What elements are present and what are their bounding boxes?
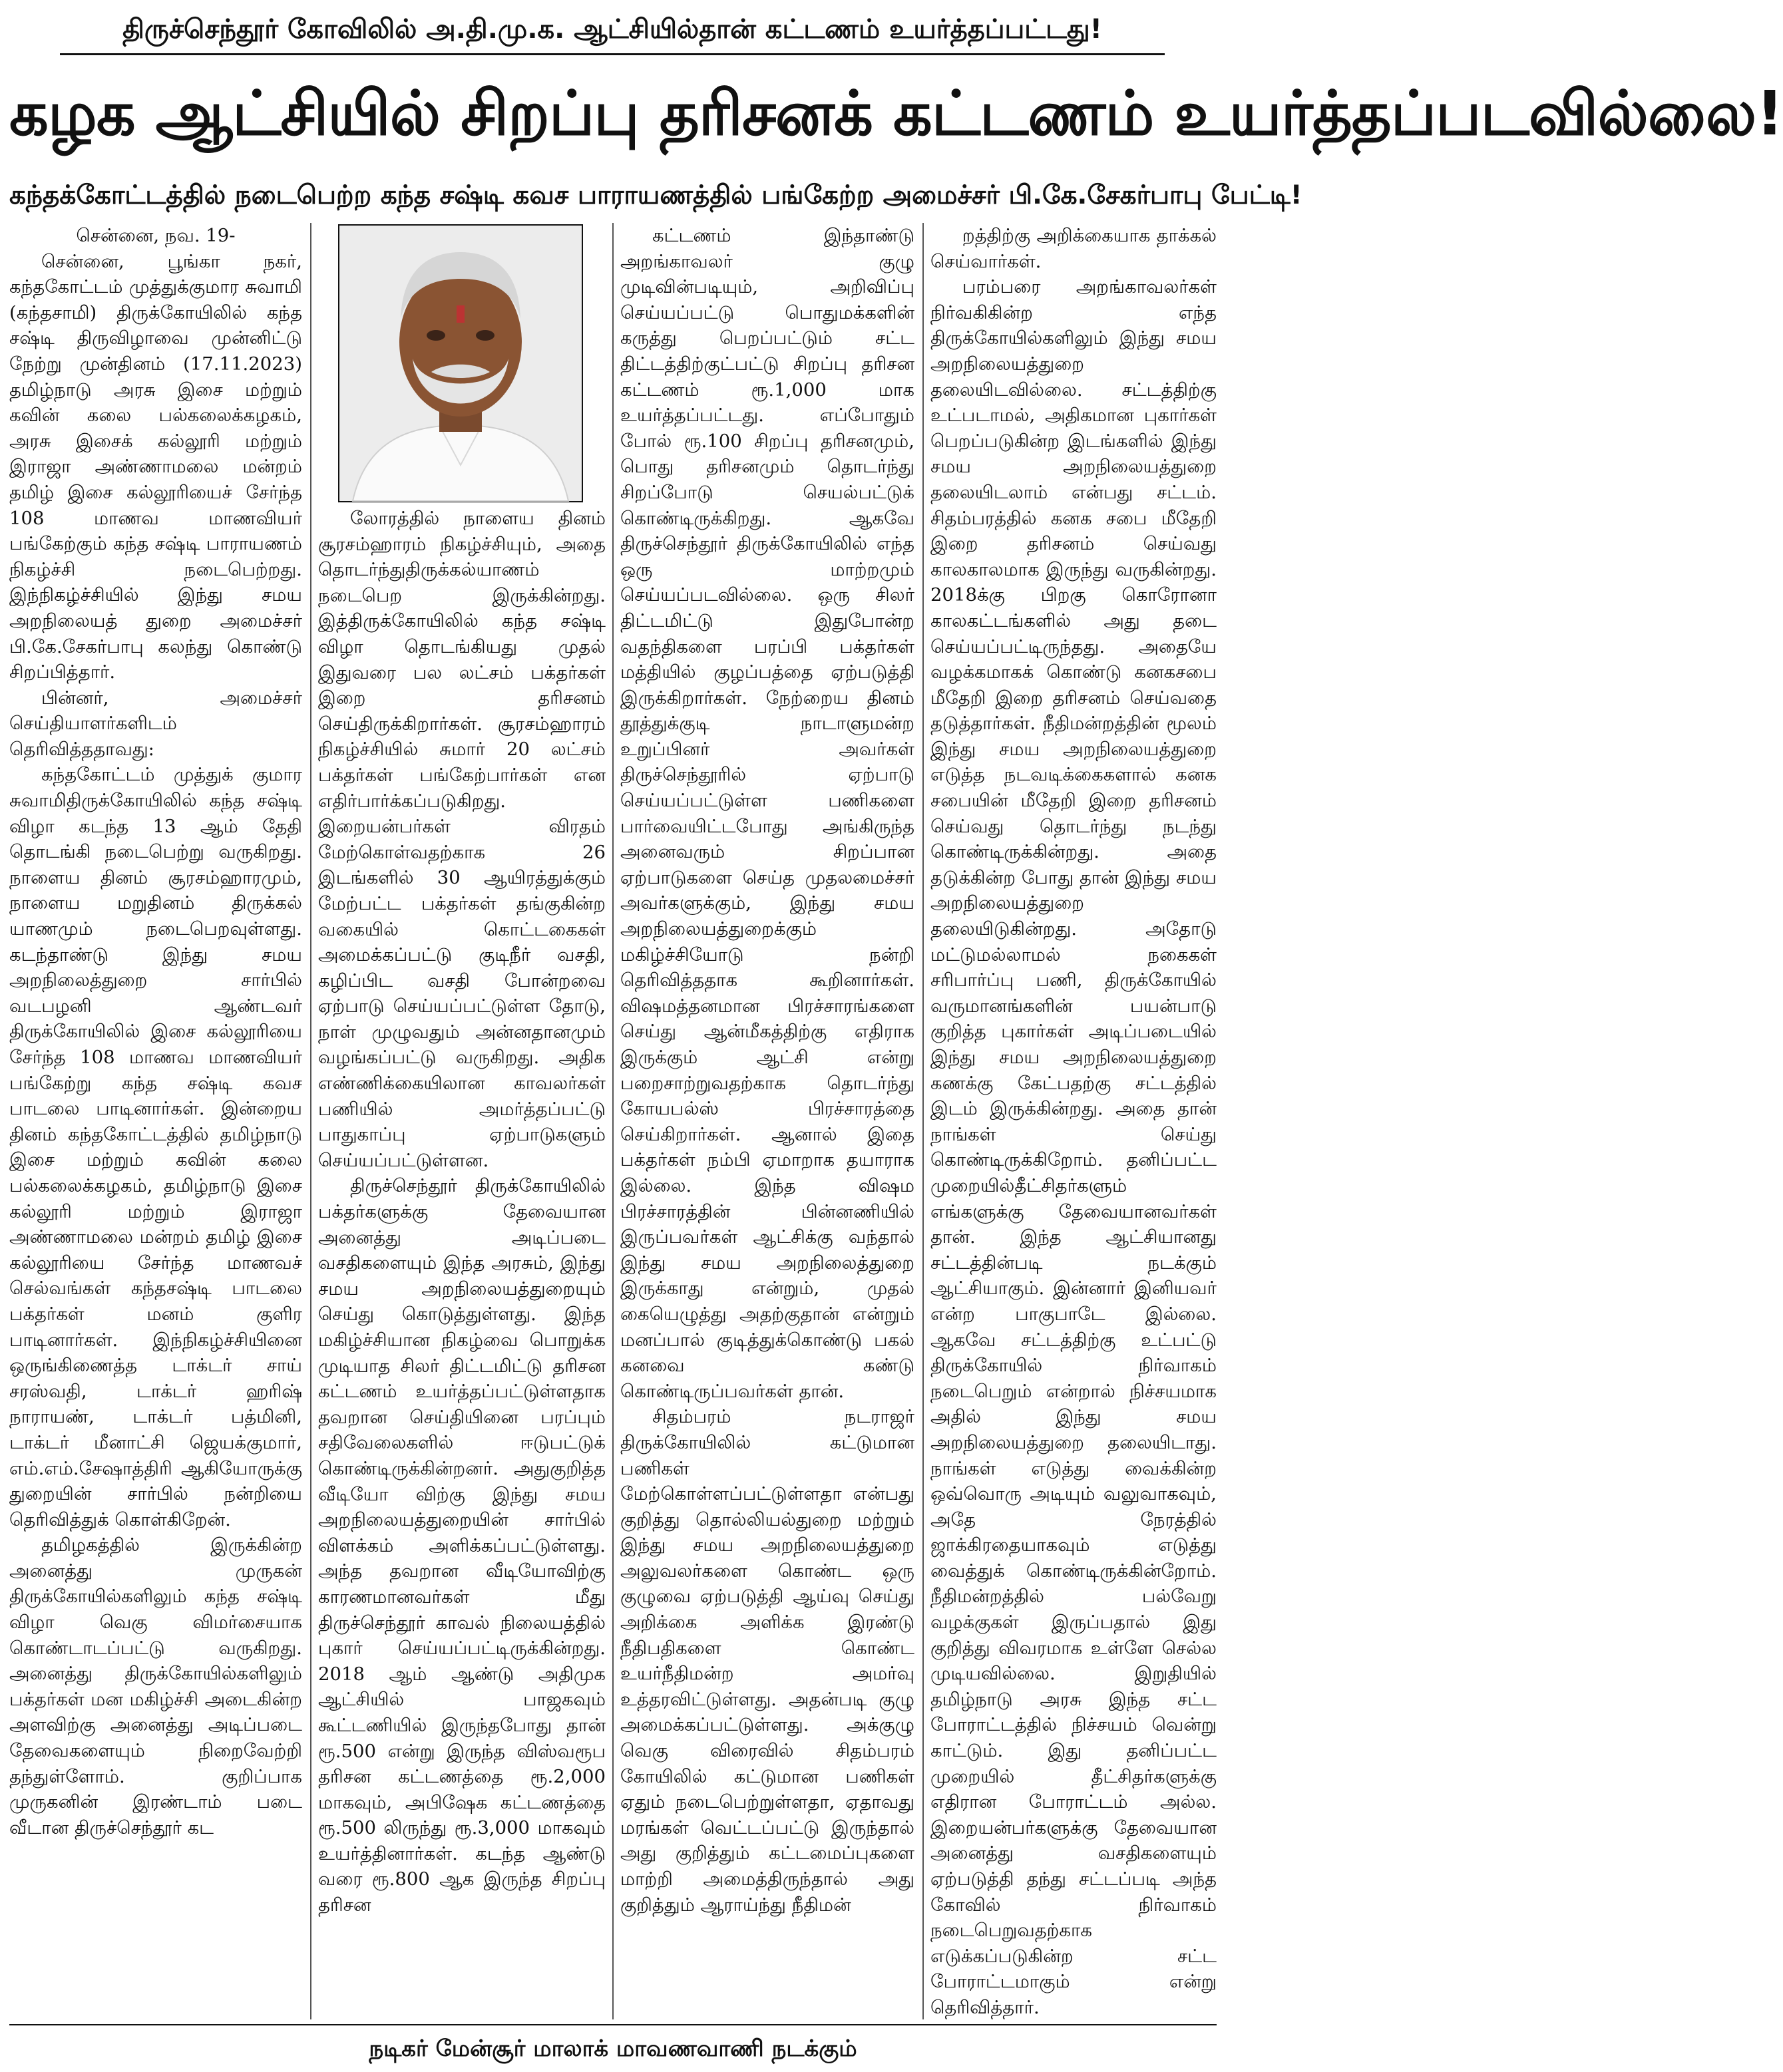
paragraph: கட்டணம் இந்தாண்டு அறங்காவலர் குழு முடிவின்படியும், அறிவிப்பு செய்யப்பட்டு பொதுமக்களின் கருத்து பெறப்பட்டும் சட்ட திட்டத்திற்குட்பட்டு சிறப்பு தரிசன கட்டணம் ரூ.1,000 மாக உயர்த்தப்பட்டது. எப்போதும் போல் ரூ.100 சிறப்பு தரிசனமும், பொது தரிசனமும் தொடர்ந்து சிறப்போடு செயல்பட்டுக் கொண்டிருக்கிறது. ஆகவே திருச்செந்தூர் திருக்கோயிலில் எந்த ஒரு மாற்றமும் செய்யப்படவில்லை. ஒரு சிலர் திட்டமிட்டு இதுபோன்ற வதந்திகளை பரப்பி பக்தர்கள் மத்தியில் குழப்பத்தை ஏற்படுத்தி இருக்கிறார்கள். நேற்றைய தினம் தூத்துக்குடி நாடாளுமன்ற உறுப்பினர் அவர்கள் திருச்செந்தூரில் ஏற்பாடு செய்யப்பட்டுள்ள பணிகளை பார்வையிட்டபோது அங்கிருந்த அனைவரும் சிறப்பான ஏற்பாடுகளை செய்த முதலமைச்சர் அவர்களுக்கும், இந்து சமய அறநிலையத்துறைக்கும் மகிழ்ச்சியோடு நன்றி தெரிவித்ததாக கூறினார்கள். விஷமத்தனமான பிரச்சாரங்களை செய்து ஆன்மீகத்திற்கு எதிராக இருக்கும் ஆட்சி என்று பறைசாற்றுவதற்காக தொடர்ந்து கோயபல்ஸ் பிரச்சாரத்தை செய்கிறார்கள். ஆனால் இதை பக்தர்கள் நம்பி ஏமாறாக தயாராக இல்லை. இந்த விஷம பிரச்சாரத்தின் பின்னணியில் இருப்பவர்கள் ஆட்சிக்கு வந்தால் இந்து சமய அறநிலைத்துறை இருக்காது என்றும், முதல் கையெழுத்து அதற்குதான் என்றும் மனப்பால் குடித்துக்கொண்டு பகல் கனவை கண்டு கொண்டிருப்பவர்கள் தான். (620, 225, 914, 1402)
paragraph: லோரத்தில் நாளைய தினம் சூரசம்ஹாரம் நிகழ்ச்சியும், அதை தொடர்ந்துதிருக்கல்யாணம் நடைபெற இருக்கின்றது. இத்திருக்கோயிலில் கந்த சஷ்டி விழா தொடங்கியது முதல் இதுவரை பல லட்சம் பக்தர்கள் இறை தரிசனம் செய்திருக்கிறார்கள். சூரசம்ஹாரம் நிகழ்ச்சியில் சுமார் 20 லட்சம் பக்தர்கள் பங்கேற்பார்கள் என எதிர்பார்க்கப்படுகிறது. இறையன்பர்கள் விரதம் மேற்கொள்வதற்காக 26 இடங்களில் 30 ஆயிரத்துக்கும் மேற்பட்ட பக்தர்கள் தங்குகின்ற வகையில் கொட்டகைகள் அமைக்கப்பட்டு குடிநீர் வசதி, கழிப்பிட வசதி போன்றவை ஏற்பாடு செய்யப்பட்டுள்ள தோடு, நாள் முழுவதும் அன்னதானமும் வழங்கப்பட்டு வருகிறது. அதிக எண்ணிக்கையிலான காவலர்கள் பணியில் அமர்த்தப்பட்டு பாதுகாப்பு ஏற்பாடுகளும் செய்யப்பட்டுள்ளன. (318, 508, 606, 1171)
paragraph: தமிழகத்தில் இருக்கின்ற அனைத்து முருகன் திருக்கோயில்களிலும் கந்த சஷ்டி விழா வெகு விமர்சையாக கொண்டாடப்பட்டு வருகிறது. அனைத்து திருக்கோயில்களிலும் பக்தர்கள் மன மகிழ்ச்சி அடைகின்ற அளவிற்கு அனைத்து அடிப்படை தேவைகளையும் நிறைவேற்றி தந்துள்ளோம். குறிப்பாக முருகனின் இரண்டாம் படை வீடான திருச்செந்தூர் கட (9, 1534, 302, 1838)
column-rule (310, 223, 311, 2019)
portrait-image (339, 226, 582, 501)
paragraph: பரம்பரை அறங்காவலர்கள் நிர்வகிகின்ற எந்த திருக்கோயில்களிலும் இந்து சமய அறநிலையத்துறை தலையிடவில்லை. சட்டத்திற்கு உட்படாமல், அதிகமான புகார்கள் பெறப்படுகின்ற இடங்களில் இந்து சமய அறநிலையத்துறை தலையிடலாம் என்பது சட்டம். சிதம்பரத்தில் கனக சபை மீதேறி இறை தரிசனம் செய்வது காலகாலமாக இருந்து வருகின்றது. 2018க்கு பிறகு கொரோனா காலகட்டங்களில் அது தடை செய்யப்பட்டிருந்தது. அதையே வழக்கமாகக் கொண்டு கனகசபை மீதேறி இறை தரிசனம் செய்வதை தடுத்தார்கள். நீதிமன்றத்தின் மூலம் இந்து சமய அறநிலையத்துறை எடுத்த நடவடிக்கைகளால் கனக சபையின் மீதேறி இறை தரிசனம் செய்வது தொடர்ந்து நடந்து கொண்டிருக்கின்றது. அதை தடுக்கின்ற போது தான் இந்து சமய அறநிலையத்துறை தலையிடுகின்றது. அதோடு மட்டுமல்லாமல் நகைகள் சரிபார்ப்பு பணி, திருக்கோயில் வருமானங்களின் பயன்பாடு குறித்த புகார்கள் அடிப்படையில் இந்து சமய அறநிலையத்துறை கணக்கு கேட்பதற்கு சட்டத்தில் இடம் இருக்கின்றது. அதை தான் நாங்கள் செய்து கொண்டிருக்கிறோம். தனிப்பட்ட முறையில்தீட்சிதர்களும் எங்களுக்கு தேவையானவர்கள் தான். இந்த ஆட்சியானது சட்டத்தின்படி நடக்கும் ஆட்சியாகும். இன்னார் இனியவர் என்ற பாகுபாடே இல்லை. ஆகவே சட்டத்திற்கு உட்பட்டு திருக்கோயில் நிர்வாகம் நடைபெறும் என்றால் நிச்சயமாக அதில் இந்து சமய அறநிலையத்துறை தலையிடாது. நாங்கள் எடுத்து வைக்கின்ற ஒவ்வொரு அடியும் வலுவாகவும், அதே நேரத்தில் ஜாக்கிரதையாகவும் எடுத்து வைத்துக் கொண்டிருக்கின்றோம். நீதிமன்றத்தில் பல்வேறு வழக்குகள் இருப்பதால் இது குறித்து விவரமாக உள்ளே செல்ல முடியவில்லை. இறுதியில் தமிழ்நாடு அரசு இந்த சட்ட போராட்டத்தில் நிச்சயம் வென்று காட்டும். இது தனிப்பட்ட முறையில் தீட்சிதர்களுக்கு எதிரான போராட்டம் அல்ல. இறையன்பர்களுக்கு தேவையான அனைத்து வசதிகளையும் ஏற்படுத்தி தந்து சட்டப்படி அந்த கோவில் நிர்வாகம் நடைபெறுவதற்காக எடுக்கப்படுகின்ற சட்ட போராட்டமாகும் என்று தெரிவித்தார். (930, 276, 1217, 2018)
paragraph: சென்னை, பூங்கா நகர், கந்தகோட்டம் முத்துக்குமார சுவாமி (கந்தசாமி) திருக்கோயிலில் கந்த சஷ்டி திருவிழாவை முன்னிட்டு நேற்று முன்தினம் (17.11.2023) தமிழ்நாடு அரசு இசை மற்றும் கவின் கலை பல்கலைக்கழகம், அரசு இசைக் கல்லூரி மற்றும் இராஜா அண்ணாமலை மன்றம் தமிழ் இசை கல்லூரியைச் சேர்ந்த 108 மாணவ மாணவியர் பங்கேற்கும் கந்த சஷ்டி பாராயணம் நிகழ்ச்சி நடைபெற்றது. இந்நிகழ்ச்சியில் இந்து சமய அறநிலையத் துறை அமைச்சர் பி.கே.சேகர்பாபு கலந்து கொண்டு சிறப்பித்தார். (9, 250, 302, 683)
paragraph: கந்தகோட்டம் முத்துக் குமார சுவாமிதிருக்கோயிலில் கந்த சஷ்டி விழா கடந்த 13 ஆம் தேதி தொடங்கி நடைபெற்று வருகிறது. நாளைய தினம் சூரசம்ஹாரமும், நாளைய மறுதினம் திருக்கல் யாணமும் நடைபெறவுள்ளது. கடந்தாண்டு இந்து சமய அறநிலைத்துறை சார்பில் வடபழனி ஆண்டவர் திருக்கோயிலில் இசை கல்லூரியை சேர்ந்த 108 மாணவ மாணவியர் பங்கேற்று கந்த சஷ்டி கவச பாடலை பாடினார்கள். இன்றைய தினம் கந்தகோட்டத்தில் தமிழ்நாடு இசை மற்றும் கவின் கலை பல்கலைக்கழகம், தமிழ்நாடு இசை கல்லூரி மற்றும் இராஜா அண்ணாமலை மன்றம் தமிழ் இசை கல்லூரியை சேர்ந்த மாணவச் செல்வங்கள் கந்தசஷ்டி பாடலை பக்தர்கள் மனம் குளிர பாடினார்கள். இந்நிகழ்ச்சியினை ஒருங்கிணைத்த டாக்டர் சாய் சரஸ்வதி, டாக்டர் ஹரிஷ் நாராயண், டாக்டர் பத்மினி, டாக்டர் மீனாட்சி ஜெயக்குமார், எம்.எம்.சேஷாத்திரி ஆகியோருக்கு துறையின் சார்பில் நன்றியை தெரிவித்துக் கொள்கிறேன். (9, 764, 302, 1530)
dateline: சென்னை, நவ. 19- (76, 225, 236, 246)
article-column-3 (620, 223, 914, 2019)
subheadline: கந்தக்கோட்டத்தில் நடைபெற்ற கந்த சஷ்டி கவச பாராயணத்தில் பங்கேற்ற அமைச்சர் பி.கே.சேகர்பாபு பேட்டி! (9, 180, 1302, 210)
next-headline-fragment: நடிகர் மேன்சூர் மாலாக் மாவணவாணி நடக்கும் (9, 2024, 1217, 2049)
article-column-4 (930, 223, 1217, 2019)
paragraph: சிதம்பரம் நடராஜர் திருக்கோயிலில் கட்டுமான பணிகள் மேற்கொள்ளப்பட்டுள்ளதா என்பது குறித்து தொல்லியல்துறை மற்றும் இந்து சமய அறநிலையத்துறை அலுவலர்களை கொண்ட ஒரு குழுவை ஏற்படுத்தி ஆய்வு செய்து அறிக்கை அளிக்க இரண்டு நீதிபதிகளை கொண்ட உயர்நீதிமன்ற அமர்வு உத்தரவிட்டுள்ளது. அதன்படி குழு அமைக்கப்பட்டுள்ளது. அக்குழு வெகு விரைவில் சிதம்பரம் கோயிலில் கட்டுமான பணிகள் ஏதும் நடைபெற்றுள்ளதா, ஏதாவது மரங்கள் வெட்டப்பட்டு இருந்தால் அது குறித்தும் கட்டமைப்புகளை மாற்றி அமைத்திருந்தால் அது குறித்தும் ஆராய்ந்து நீதிமன் (620, 1406, 914, 1916)
article-column-2 (318, 506, 606, 2019)
column-rule (612, 223, 614, 2019)
kicker-headline: திருச்செந்தூர் கோவிலில் அ.தி.மு.க. ஆட்சியில்தான் கட்டணம் உயர்த்தப்பட்டது! (60, 5, 1165, 55)
article-column-1 (9, 223, 302, 2019)
paragraph: பின்னர், அமைச்சர் செய்தியாளர்களிடம் தெரிவித்ததாவது: (9, 687, 302, 760)
main-headline: கழக ஆட்சியில் சிறப்பு தரிசனக் கட்டணம் உயர்த்தப்படவில்லை! (9, 78, 1783, 149)
minister-photo (338, 224, 583, 502)
paragraph: றத்திற்கு அறிக்கையாக தாக்கல் செய்வார்கள். (930, 225, 1217, 272)
column-rule (922, 223, 924, 2019)
paragraph: திருச்செந்தூர் திருக்கோயிலில் பக்தர்களுக்கு தேவையான அனைத்து அடிப்படை வசதிகளையும் இந்த அரசும், இந்து சமய அறநிலையத்துறையும் செய்து கொடுத்துள்ளது. இந்த மகிழ்ச்சியான நிகழ்வை பொறுக்க முடியாத சிலர் திட்டமிட்டு தரிசன கட்டணம் உயர்த்தப்பட்டுள்ளதாக தவறான செய்தியினை பரப்பும் சதிவேலைகளில் ஈடுபட்டுக் கொண்டிருக்கின்றனர். அதுகுறித்த வீடியோ விற்கு இந்து சமய அறநிலையத்துறையின் சார்பில் விளக்கம் அளிக்கப்பட்டுள்ளது. அந்த தவறான வீடியோவிற்கு காரணமானவர்கள் மீது திருச்செந்தூர் காவல் நிலையத்தில் புகார் செய்யப்பட்டிருக்கின்றது. 2018 ஆம் ஆண்டு அதிமுக ஆட்சியில் பாஜகவும் கூட்டணியில் இருந்தபோது தான் ரூ.500 என்று இருந்த விஸ்வரூப தரிசன கட்டணத்தை ரூ.2,000 மாகவும், அபிஷேக கட்டணத்தை ரூ.500 லிருந்து ரூ.3,000 மாகவும் உயர்த்தினார்கள். கடந்த ஆண்டு வரை ரூ.800 ஆக இருந்த சிறப்பு தரிசன (318, 1175, 606, 1916)
